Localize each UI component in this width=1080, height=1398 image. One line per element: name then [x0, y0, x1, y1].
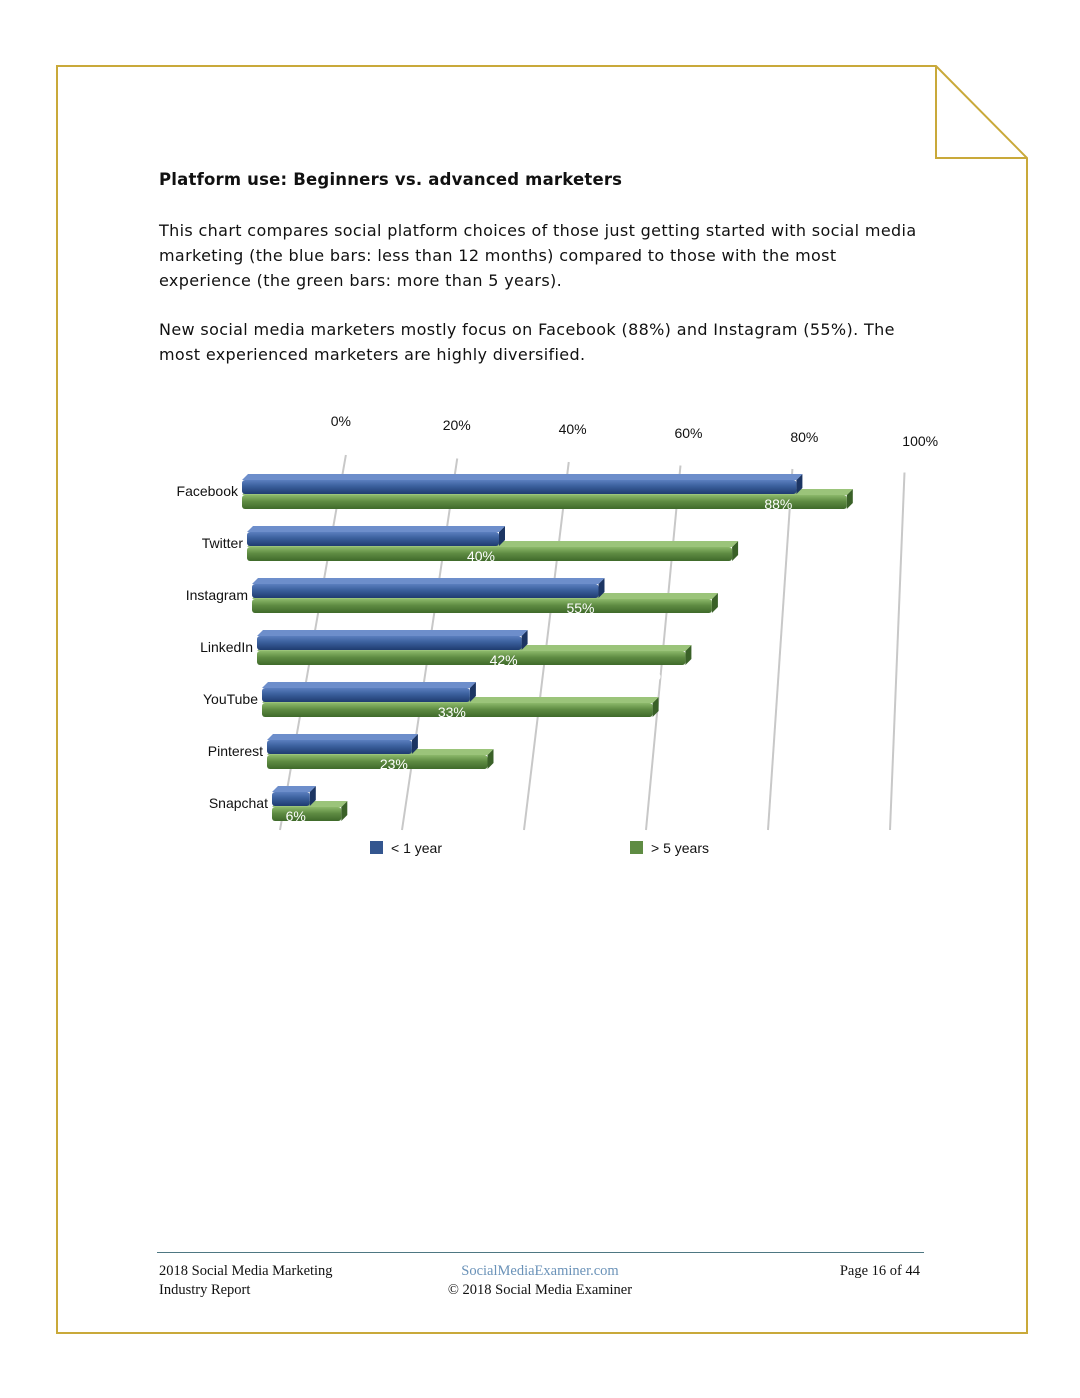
bar-more-than-5-years [257, 651, 685, 665]
bar-less-than-1-year [267, 740, 412, 754]
category-label: Twitter [201, 535, 243, 551]
data-label: 55% [566, 600, 595, 616]
bar-less-than-1-year [252, 584, 599, 598]
data-label: 77% [700, 563, 729, 579]
bar-less-than-1-year [272, 792, 310, 806]
x-tick-label: 80% [790, 429, 819, 445]
section-heading: Platform use: Beginners vs. advanced marketers [159, 170, 623, 189]
data-label: 33% [437, 704, 466, 720]
footer-rule [157, 1252, 924, 1253]
data-label: 96% [814, 511, 843, 527]
bars [177, 474, 853, 839]
footer-report-line1: 2018 Social Media Marketing [159, 1263, 333, 1279]
bar-top [257, 630, 528, 636]
bar-top [272, 786, 316, 792]
legend [370, 840, 709, 856]
category-label: LinkedIn [200, 639, 253, 655]
footer-site-link[interactable]: SocialMediaExaminer.com [461, 1263, 619, 1279]
category-label: Facebook [176, 483, 238, 499]
data-label: 6% [285, 808, 306, 824]
bar-top [252, 578, 605, 584]
data-label: 40% [466, 548, 495, 564]
x-tick-label: 20% [442, 417, 471, 433]
category-label: Pinterest [207, 743, 263, 759]
bar-more-than-5-years [272, 807, 341, 821]
bar-top [242, 474, 802, 480]
bar-top [262, 682, 476, 688]
footer-center [380, 1262, 700, 1300]
bar-more-than-5-years [252, 599, 712, 613]
data-label: 42% [489, 652, 518, 668]
category-label: YouTube [202, 691, 258, 707]
data-label: 68% [653, 667, 682, 683]
data-label: 73% [679, 615, 708, 631]
data-label: 88% [764, 496, 793, 512]
bar-top [247, 526, 505, 532]
bar-less-than-1-year [247, 532, 499, 546]
footer-copyright: © 2018 Social Media Examiner [447, 1282, 633, 1298]
category-label: Snapchat [208, 795, 268, 811]
bar-more-than-5-years [242, 495, 847, 509]
intro-paragraph: This chart compares social platform choices of those just getting started with social media marketing (the blue bars: less than 12 months) compared to those with the most experience (the green bars: more than 5 years). [159, 221, 917, 290]
gridline [890, 473, 904, 831]
platform-use-chart [140, 400, 940, 880]
gridline [768, 469, 792, 830]
data-label: 62% [620, 719, 649, 735]
footer-page-number: Page 16 of 44 [839, 1263, 920, 1279]
footer-report-title [159, 1262, 333, 1300]
bar-less-than-1-year [242, 480, 796, 494]
legend-label: < 1 year [391, 840, 442, 856]
legend-swatch [630, 841, 643, 854]
x-tick-label: 0% [330, 413, 351, 429]
legend-label: > 5 years [651, 840, 709, 856]
x-tick-label: 40% [558, 421, 587, 437]
bar-more-than-5-years [267, 755, 488, 769]
category-label: Instagram [185, 587, 248, 603]
data-label: 11% [310, 823, 338, 839]
summary-paragraph: New social media marketers mostly focus on Facebook (88%) and Instagram (55%). The most experienced marketers are highly diversified. [159, 320, 895, 364]
data-label: 35% [455, 771, 484, 787]
bar-less-than-1-year [257, 636, 522, 650]
footer-report-line2: Industry Report [159, 1282, 251, 1298]
x-tick-label: 100% [902, 433, 939, 449]
data-label: 23% [379, 756, 408, 772]
bar-less-than-1-year [262, 688, 470, 702]
legend-swatch [370, 841, 383, 854]
bar-top [267, 734, 418, 740]
x-tick-label: 60% [674, 425, 703, 441]
